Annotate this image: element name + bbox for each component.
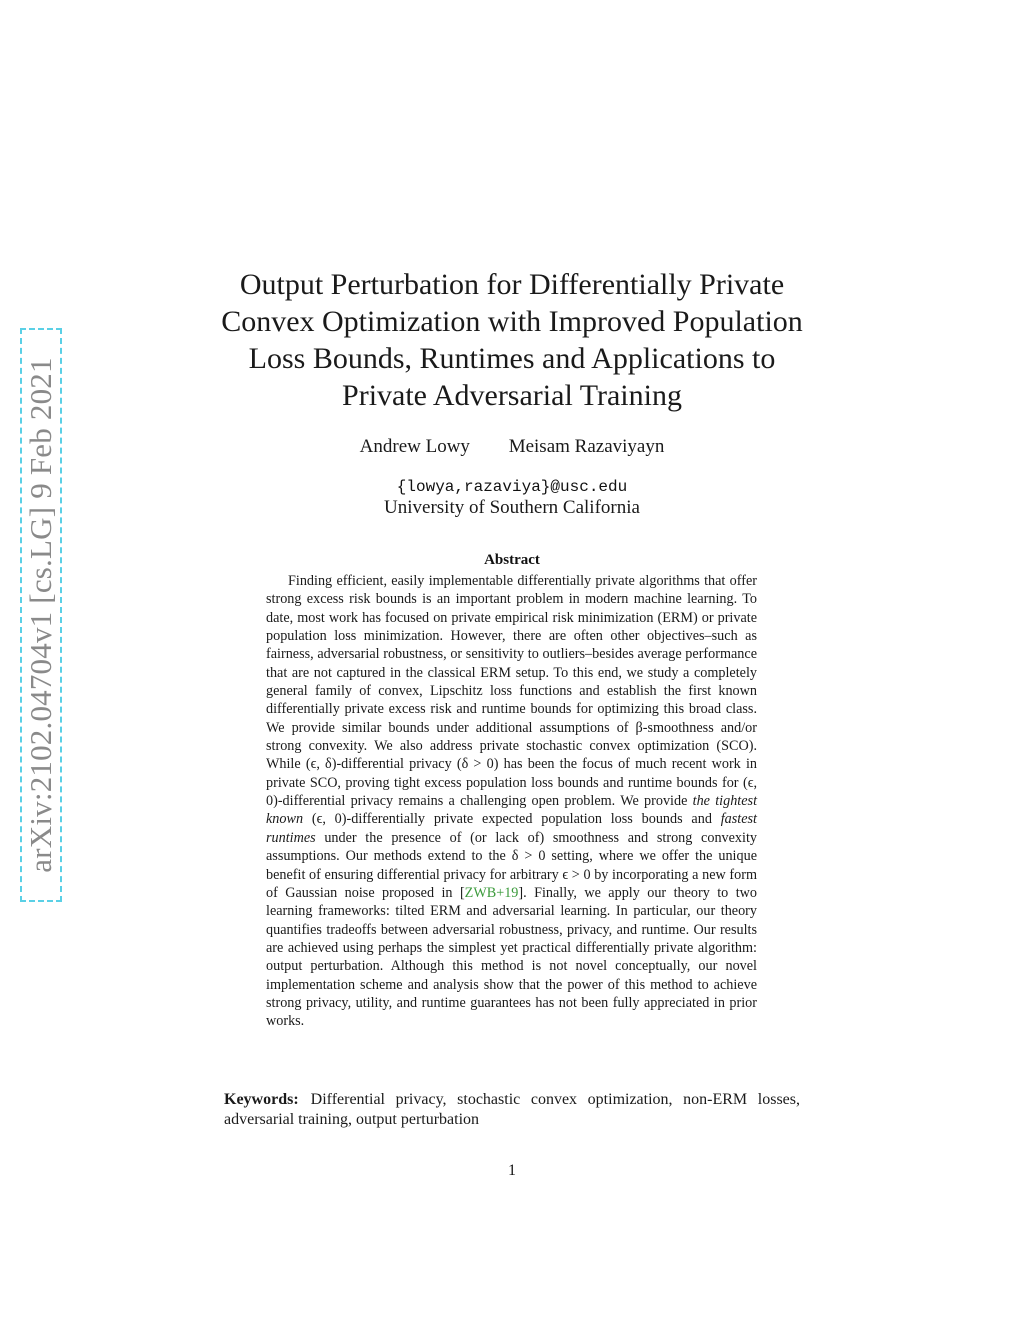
- citation-link[interactable]: ZWB+19: [464, 884, 519, 901]
- author-name: Meisam Razaviyayn: [508, 436, 665, 457]
- author-list: [200, 436, 824, 458]
- author-affiliation: University of Southern California: [384, 497, 640, 518]
- title-line: Loss Bounds, Runtimes and Applications to: [248, 342, 776, 375]
- title-line: Convex Optimization with Improved Population: [221, 305, 803, 338]
- title-line: Output Perturbation for Differentially Private: [239, 268, 785, 301]
- abstract-text: under the presence of (or lack of) smoothness and strong convexity assumptions. Our methods extend to the δ > 0 setting, where we offer the unique benefit of ensuring differential privacy for arbitrary ϵ > 0 by incorporating a new form of Gaussian noise proposed in [: [266, 829, 757, 901]
- abstract-text: (ϵ, 0)-differentially private expected population loss bounds and: [303, 811, 721, 828]
- author-name: Andrew Lowy: [359, 436, 470, 457]
- keywords-text: Differential privacy, stochastic convex optimization, non-ERM losses, adversarial training, output perturbation: [224, 1091, 800, 1128]
- abstract-emphasis: the tightest known: [266, 793, 758, 828]
- keywords: [224, 1090, 800, 1130]
- keywords-label: Keywords:: [224, 1091, 299, 1108]
- arxiv-sidebar-stamp: [20, 328, 62, 902]
- paper-title: [200, 266, 824, 414]
- abstract-heading: Abstract: [484, 552, 540, 568]
- title-line: Private Adversarial Training: [342, 379, 682, 412]
- abstract-text: Finding efficient, easily implementable differentially private algorithms that offer strong excess risk bounds is an important problem in modern machine learning. To date, most work has focused on private empirical risk minimization (ERM) or private population loss minimization. However, there are often other objectives–such as fairness, adversarial robustness, or sensitivity to outliers–besides average performance that are not captured in the classical ERM setup. To this end, we study a completely general family of convex, Lipschitz loss functions and establish the first known differentially private excess risk and runtime bounds for optimizing this broad class. We provide similar bounds under additional assumptions of β-smoothness and/or strong convexity. We also address private stochastic convex optimization (SCO). While (ϵ, δ)-differential privacy (δ > 0) has been the focus of much recent work in private SCO, proving tight excess population loss bounds and runtime bounds for (ϵ, 0)-differential privacy remains a challenging open problem. We provide: [266, 573, 757, 810]
- abstract-emphasis: fastest runtimes: [266, 811, 757, 846]
- abstract-paragraph: [266, 572, 757, 1031]
- abstract-text: ]. Finally, we apply our theory to two learning frameworks: tilted ERM and adversarial learning. In particular, our theory quantifies tradeoffs between adversarial robustness, privacy, and runtime. Our results are achieved using perhaps the simplest yet practical differentially private algorithm: output perturbation. Although this method is not novel conceptually, our novel implementation scheme and analysis show that the power of this method to achieve strong privacy, utility, and runtime guarantees has not been fully appreciated in prior works.: [266, 884, 757, 1030]
- arxiv-identifier[interactable]: arXiv:2102.04704v1 [cs.LG] 9 Feb 2021: [23, 357, 58, 873]
- abstract-body: [266, 572, 757, 1031]
- page-number: 1: [508, 1162, 516, 1179]
- author-email[interactable]: {lowya,razaviya}@usc.edu: [396, 478, 628, 496]
